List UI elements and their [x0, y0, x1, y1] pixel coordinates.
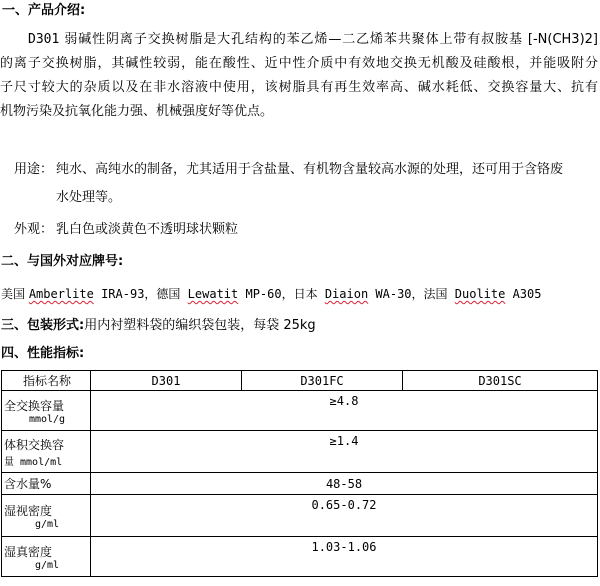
- table-row: [2, 473, 598, 495]
- row-label: [2, 537, 91, 577]
- use-line-2: 水处理等。: [56, 190, 122, 205]
- intro-line-3: 子尺寸较大的杂质以及在非水溶液中使用，该树脂具有再生效率高、碱水耗低、交换容量大、抗有: [0, 80, 598, 95]
- row-label-line-1: 湿视密度: [4, 503, 53, 518]
- row-label-line-1: 湿真密度: [4, 544, 53, 559]
- row-label-line-2: g/ml: [34, 559, 60, 571]
- spec-table: [1, 370, 598, 577]
- row-label-line-1: 体积交换容: [4, 437, 65, 452]
- brand-diaion: Diaion: [324, 287, 369, 301]
- table-row: [2, 495, 598, 537]
- use-line-1: 纯水、高纯水的制备，尤其适用于含盐量、有机物含量较高水源的处理，还可用于含铬废: [56, 162, 564, 177]
- intro-paragraph: [0, 28, 598, 124]
- section-1-heading: 一、产品介绍:: [2, 3, 86, 18]
- foreign-equivalents: [1, 286, 541, 302]
- row-value: ≥1.4: [91, 431, 598, 473]
- use-label: 用途：: [14, 162, 54, 177]
- table-header-row: [2, 371, 598, 391]
- row-value: 1.03-1.06: [91, 537, 598, 577]
- brand-lewatit: Lewatit: [187, 287, 239, 301]
- table-row: [2, 391, 598, 431]
- row-label-line-2: mmol/g: [28, 413, 66, 425]
- row-label-line-1: 全交换容量: [4, 398, 65, 413]
- product-code: D301: [28, 32, 60, 47]
- intro-line-4: 机物污染及抗氧化能力强、机械强度好等优点。: [0, 104, 274, 119]
- row-label-line-2: g/ml: [34, 518, 60, 530]
- header-cell: D301: [91, 371, 242, 391]
- row-value: 48-58: [91, 473, 598, 495]
- packaging-text: 用内衬塑料袋的编织袋包装，每袋 25kg: [84, 318, 316, 333]
- table-row: [2, 537, 598, 577]
- intro-line-2: 的离子交换树脂，其碱性较弱，能在酸性、近中性介质中有效地交换无机酸及硅酸根，并能吸附分: [0, 56, 598, 71]
- model-mp60: MP-60，日本: [238, 287, 325, 301]
- row-label: [2, 431, 91, 473]
- model-a305: A305: [505, 287, 542, 301]
- row-label: 含水量%: [2, 473, 91, 495]
- header-cell: 指标名称: [2, 371, 91, 391]
- model-wa30: WA-30，法国: [368, 287, 455, 301]
- row-value: ≥4.8: [91, 391, 598, 431]
- model-ira93: IRA-93，德国: [93, 287, 188, 301]
- header-cell: D301SC: [403, 371, 598, 391]
- row-value: 0.65-0.72: [91, 495, 598, 537]
- section-3-heading: 三、包装形式:: [1, 318, 85, 333]
- section-4-heading: 四、性能指标:: [1, 346, 85, 361]
- appearance-value: 乳白色或淡黄色不透明球状颗粒: [56, 222, 239, 237]
- brand-amberlite: Amberlite: [28, 287, 94, 301]
- row-label: [2, 391, 91, 431]
- brand-duolite: Duolite: [454, 287, 506, 301]
- section-3: [1, 318, 316, 334]
- country-us: 美国: [1, 287, 29, 301]
- row-label: [2, 495, 91, 537]
- section-2-heading: 二、与国外对应牌号:: [1, 254, 124, 269]
- row-label-line-2: 量 mmol/ml: [4, 456, 63, 468]
- appearance-label: 外观：: [14, 222, 54, 237]
- table-row: [2, 431, 598, 473]
- intro-line-1: 弱碱性阴离子交换树脂是大孔结构的苯乙烯—二乙烯苯共聚体上带有叔胺基 [-N(CH3)2]: [59, 32, 598, 47]
- header-cell: D301FC: [242, 371, 403, 391]
